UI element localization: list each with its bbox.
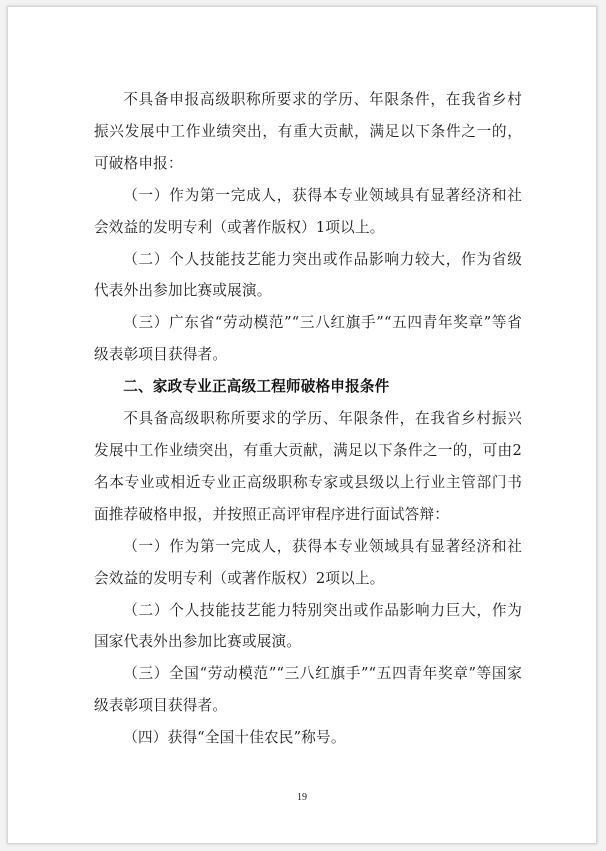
document-body bbox=[94, 84, 522, 754]
paragraph-intro-senior: 不具备高级职称所要求的学历、年限条件，在我省乡村振兴发展中工作业绩突出，有重大贡献，满足以下条件之一的，可由2名本专业或相近专业正高级职称专家或县级以上行业主管部门书面推荐破格申报，并按照正高评审程序进行面试答辩： bbox=[94, 410, 522, 523]
paragraph-condition-patent-2: （一）作为第一完成人，获得本专业领域具有显著经济和社会效益的发明专利（或著作版权）2项以上。 bbox=[94, 537, 522, 587]
paragraph-condition-award-national: （三）全国“劳动模范”“三八红旗手”“五四青年奖章”等国家级表彰项目获得者。 bbox=[94, 665, 522, 715]
section-heading: 二、家政专业正高级工程师破格申报条件 bbox=[123, 378, 390, 396]
paragraph-condition-top-farmer: （四）获得“全国十佳农民”称号。 bbox=[123, 729, 346, 747]
paragraph-intro-provincial: 不具备申报高级职称所要求的学历、年限条件，在我省乡村振兴发展中工作业绩突出，有重大贡献，满足以下条件之一的，可破格申报： bbox=[94, 91, 522, 172]
page-number: 19 bbox=[297, 792, 307, 803]
paragraph-condition-skill-provincial: （二）个人技能技艺能力突出或作品影响力较大，作为省级代表外出参加比赛或展演。 bbox=[94, 250, 522, 300]
paragraph-condition-skill-national: （二）个人技能技艺能力特别突出或作品影响力巨大，作为国家代表外出参加比赛或展演。 bbox=[94, 601, 522, 651]
paragraph-condition-patent-1: （一）作为第一完成人，获得本专业领域具有显著经济和社会效益的发明专利（或著作版权）1项以上。 bbox=[94, 186, 522, 236]
paragraph-condition-award-provincial: （三）广东省“劳动模范”“三八红旗手”“五四青年奖章”等省级表彰项目获得者。 bbox=[94, 314, 522, 364]
document-page bbox=[7, 6, 597, 844]
